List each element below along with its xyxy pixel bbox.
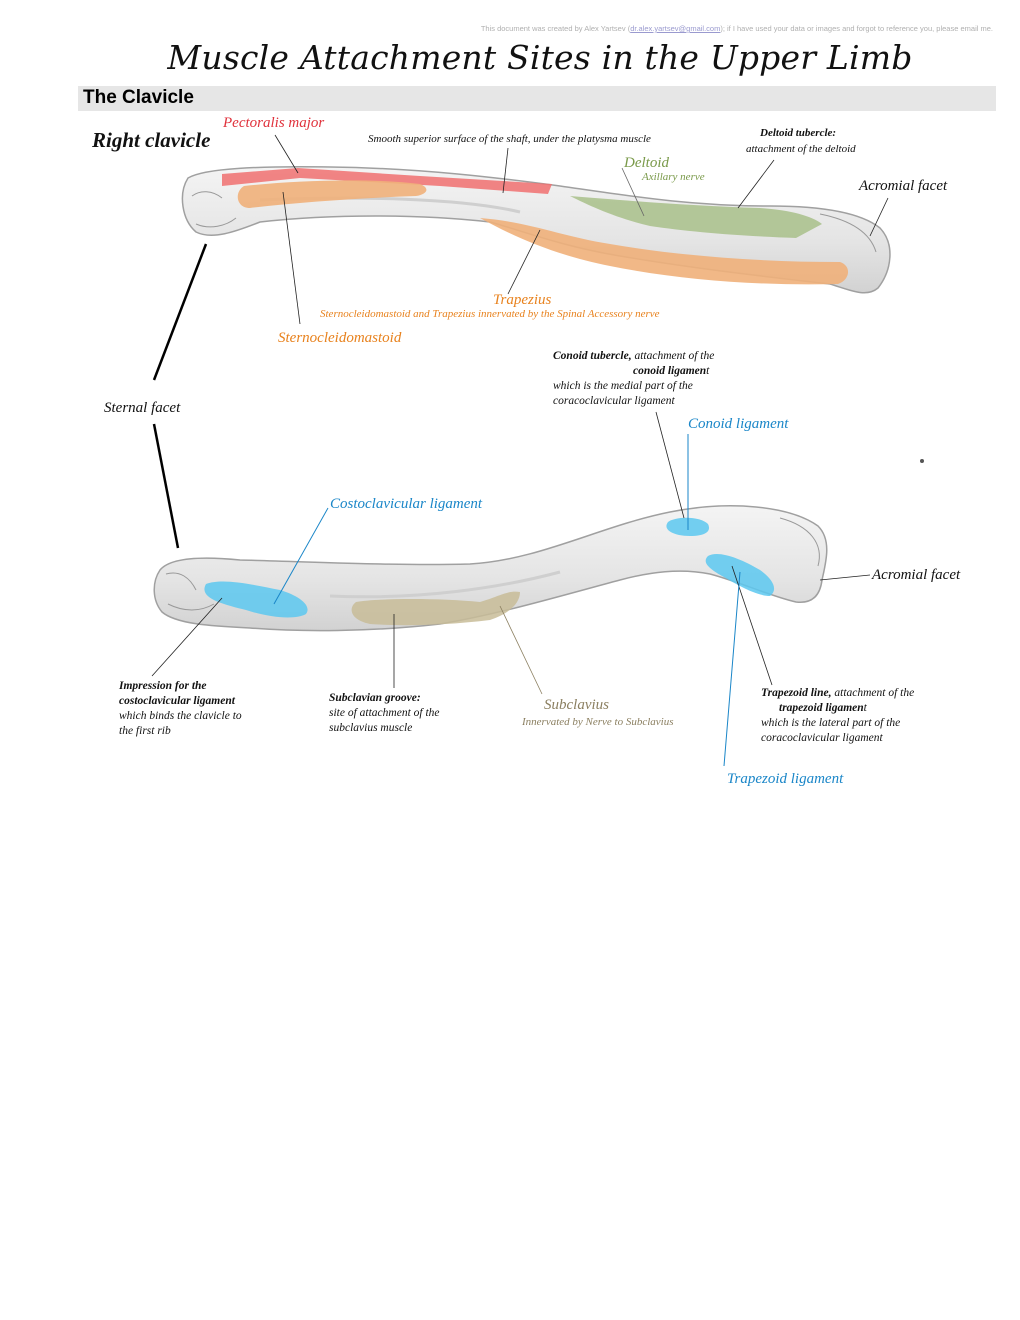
- credit-email-link[interactable]: dr.alex.yartsev@gmail.com: [630, 24, 721, 33]
- nerve-to-subclavius-label: Innervated by Nerve to Subclavius: [522, 716, 674, 728]
- speck-mark: [920, 459, 924, 463]
- credit-line: This document was created by Alex Yartsev (dr.alex.yartsev@gmail.com); if I have used your data or images and forgot to reference you, please email me.: [480, 24, 993, 33]
- deltoid-tubercle-title: Deltoid tubercle:: [760, 127, 837, 139]
- axillary-nerve-label: Axillary nerve: [642, 171, 705, 183]
- clavicle-inferior-view: [154, 506, 827, 631]
- conoid-tubercle-note: Conoid tubercle, attachment of the conoid ligament which is the medial part of the coracoclavicular ligament: [553, 350, 715, 407]
- section-title: The Clavicle: [83, 87, 194, 108]
- smooth-surface-label: Smooth superior surface of the shaft, under the platysma muscle: [368, 133, 651, 145]
- conoid-ligament-label: Conoid ligament: [688, 416, 789, 432]
- deltoid-tubercle-text: attachment of the deltoid: [746, 143, 856, 155]
- sternocleidomastoid-label: Sternocleidomastoid: [278, 330, 402, 346]
- subclavian-groove-note: Subclavian groove: site of attachment of the subclavius muscle: [329, 692, 440, 734]
- costoclavicular-ligament-label: Costoclavicular ligament: [330, 496, 483, 512]
- clavicle-superior-view: [182, 167, 890, 293]
- acromial-facet-inferior-label: Acromial facet: [872, 567, 961, 583]
- trapezoid-line-note: Trapezoid line, attachment of the trapezoid ligament which is the lateral part of the coracoclavicular ligament: [761, 687, 915, 744]
- subclavius-label: Subclavius: [544, 697, 609, 713]
- trapezoid-ligament-label: Trapezoid ligament: [727, 771, 844, 787]
- acromial-facet-superior-label: Acromial facet: [859, 178, 948, 194]
- spinal-accessory-innervation-label: Sternocleidomastoid and Trapezius innervated by the Spinal Accessory nerve: [320, 308, 660, 320]
- costoclavicular-impression-note: Impression for the costoclavicular ligament which binds the clavicle to the first rib: [119, 680, 242, 737]
- pectoralis-major-label: Pectoralis major: [223, 115, 325, 131]
- trapezius-label: Trapezius: [493, 292, 552, 308]
- deltoid-label: Deltoid: [624, 155, 669, 171]
- right-clavicle-label: Right clavicle: [92, 128, 211, 152]
- page-title: Muscle Attachment Sites in the Upper Limb: [167, 38, 913, 77]
- sternal-facet-label: Sternal facet: [104, 400, 181, 416]
